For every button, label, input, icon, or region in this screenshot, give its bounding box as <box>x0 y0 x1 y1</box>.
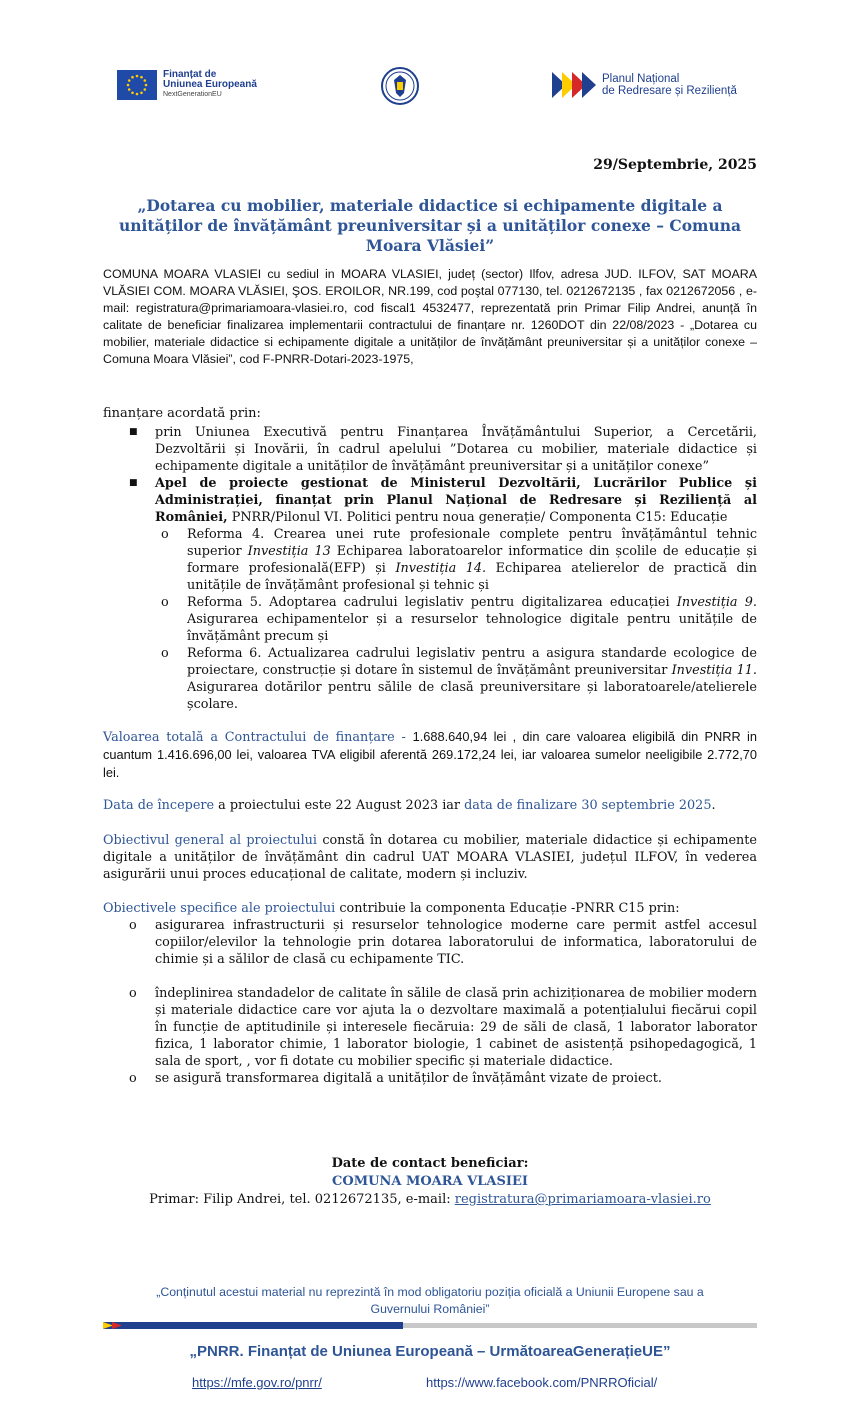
header-logos <box>0 62 860 112</box>
contract-value-paragraph <box>103 728 757 782</box>
government-crest-icon <box>380 66 420 106</box>
contact-line-text: Primar: Filip Andrei, tel. 0212672135, e-mail: <box>149 1192 455 1207</box>
objective-item-1-text: asigurarea infrastructurii și resurselor tehnologice moderne care permit astfel accesul copiilor/elevilor la tehnologie prin dotarea laboratorului de informatica, laboratorului de chimie și a sălilor de clasă cu echipamente TIC. <box>155 918 757 967</box>
reform-6-a: Reforma 6. Actualizarea cadrului legislativ pentru a asigura standarde ecologice de proiectare, construcție și dotare în sistemul de învățământ preuniversitar <box>187 646 757 678</box>
reform-5-investment-9: Investiția 9. <box>676 595 757 610</box>
eu-logo-text <box>163 70 257 100</box>
specific-objectives-paragraph <box>103 900 757 917</box>
pnrr-line-1: Planul Național <box>602 73 680 85</box>
circle-bullet-icon: o <box>129 986 137 1001</box>
circle-bullet-icon: o <box>161 595 169 610</box>
specific-objectives-label: Obiectivele specifice ale proiectului <box>103 901 336 916</box>
dates-mid-text: a proiectului este 22 August 2023 iar <box>214 798 465 813</box>
project-dates-paragraph <box>103 797 757 814</box>
reform-4-a: Reforma 4. Crearea unei rute profesionale complete pentru învățământul tehnic superior <box>187 527 757 559</box>
contract-value-label: Valoarea totală a Contractului de finanțare - <box>103 730 413 745</box>
general-objective-text: constă în dotarea cu mobilier, materiale didactice și echipamente digitale a unităților de învățământ din cadrul UAT MOARA VLASIEI, județul ILFOV, în vederea asigurării unui proces educațional de calitate, modern și incluziv. <box>103 833 757 882</box>
objective-item-3-text: se asigură transformarea digitală a unităților de învățământ vizate de proiect. <box>155 1071 662 1086</box>
reform-6-investment-11: Investiția 11. <box>671 663 758 678</box>
reform-4-item <box>103 526 757 594</box>
reform-5-b: Asigurarea echipamentelor și a resurselor tehnologice digitale pentru unitățile de învățământ precum și <box>187 612 757 644</box>
objective-item-2-text: îndeplinirea standadelor de calitate în sălile de clasă prin achiziționarea de mobilier modern și materiale didactice care vor ajuta la o dezvoltare maximală a potențialului fiecărui copil în funcție de aptitudinile și interesele fiecăruia: 29 de săli de clasă, 1 laborator laborator fizica, 1 laborator chimie, 1 laborator biologie, 1 cabinet de asistență psihopedagogică, 1 sala de sport, , vor fi dotate cu mobilier specific și materiale didactice. <box>155 986 757 1069</box>
contact-block <box>0 1155 860 1209</box>
circle-bullet-icon: o <box>161 646 169 661</box>
circle-bullet-icon: o <box>129 918 137 933</box>
objective-item-3 <box>103 1070 757 1087</box>
funding-bullet-1-text: prin Uniunea Executivă pentru Finanțarea Învățământului Superior, a Cercetării, Dezvoltării și Inovării, în cadrul apelului ”Dotarea cu mobilier, materiale didactice și echipamente digitale a unităților de învățământ preuniversitar și a unităților conexe” <box>155 425 757 474</box>
eu-flag-icon <box>117 70 157 100</box>
footer-link-mfe[interactable]: https://mfe.gov.ro/pnrr/ <box>192 1375 322 1390</box>
contact-heading: Date de contact beneficiar: <box>331 1156 529 1171</box>
reform-4-investment-14: Investiția 14. <box>395 561 487 576</box>
pnrr-logo <box>552 72 737 98</box>
footer-divider-bar <box>103 1321 757 1329</box>
funding-bullet-1 <box>103 424 757 475</box>
funding-bullet-2-bold: Apel de proiecte gestionat de Ministerul Dezvoltării, Lucrărilor Publice și Administrației, finanțat prin Planul Național de Redresare și Reziliență al României, <box>155 476 757 525</box>
circle-bullet-icon: o <box>129 1071 137 1086</box>
funding-list <box>103 424 757 713</box>
footer-title: „PNRR. Finanțat de Uniunea Europeană – UrmătoareaGenerațieUE” <box>189 1343 671 1360</box>
reform-5-a: Reforma 5. Adoptarea cadrului legislativ pentru digitalizarea educației <box>187 595 677 610</box>
funding-bullet-2 <box>103 475 757 526</box>
square-bullet-icon: ■ <box>129 478 138 488</box>
eu-line-3: NextGenerationEU <box>163 91 222 98</box>
intro-paragraph: COMUNA MOARA VLASIEI cu sediul in MOARA VLASIEI, județ (sector) Ilfov, adresa JUD. ILFOV, SAT MOARA VLĂSIEI COM. MOARA VLĂSIEI, ŞOS. EROILOR, NR.199, cod poştal 077130, tel. 0212672135 , fax 0212672056 , e-mail: registratura@primariamoara-vlasiei.ro, cod fiscal1 4532477, reprezentată prin Primar Filip Andrei, anunță în calitate de beneficiar finalizarea implementarii contractului de finanțare nr. 1260DOT din 22/08/2023 - „Dotarea cu mobilier, materiale didactice si echipamente digitale a unităților de învățământ preuniversitar și a unităților conexe – Comuna Moara Vlăsiei”, cod F-PNRR-Dotari-2023-1975, <box>103 267 757 366</box>
eu-line-1: Finanțat de <box>163 69 217 80</box>
contact-line <box>0 1191 860 1209</box>
reform-6-b: Asigurarea dotărilor pentru sălile de clasă preuniversitare și laboratoarele/atelierele școlare. <box>187 680 757 712</box>
objective-item-2 <box>103 985 757 1070</box>
contract-value-text: 1.688.640,94 lei , din care valoarea eligibilă din PNRR in cuantum 1.416.696,00 lei, valoarea TVA eligibil aferentă 269.172,24 lei, iar valoarea sumelor neeligibile 2.772,70 lei. <box>103 729 757 780</box>
general-objective-label: Obiectivul general al proiectului <box>103 833 318 848</box>
start-date-label: Data de începere <box>103 798 215 813</box>
objective-item-1 <box>103 917 757 968</box>
square-bullet-icon: ■ <box>129 427 138 437</box>
funding-label: finanțare acordată prin: <box>103 406 261 421</box>
eu-logo <box>117 70 257 100</box>
circle-bullet-icon: o <box>161 527 169 542</box>
reform-4-b: Echiparea laboratoarelor informatice din școlile de educație și formare profesională(EFP) și <box>187 544 757 576</box>
funding-bullet-2-rest: PNRR/Pilonul VI. Politici pentru noua generație/ Componenta C15: Educație <box>231 510 728 525</box>
eu-line-2: Uniunea Europeană <box>163 79 257 90</box>
pnrr-arrow-icon <box>552 72 596 98</box>
reform-4-investment-13: Investiția 13 <box>247 544 331 559</box>
footer-link-facebook[interactable]: https://www.facebook.com/PNRROficial/ <box>426 1375 658 1390</box>
pnrr-logo-text <box>602 73 737 97</box>
contact-organization: COMUNA MOARA VLASIEI <box>332 1174 528 1189</box>
specific-objectives-list <box>103 917 757 1087</box>
reform-5-item <box>103 594 757 645</box>
document-date: 29/Septembrie, 2025 <box>593 157 757 173</box>
reform-4-c: Echiparea atelierelor de practică din unitățile de învățământ profesional și tehnic și <box>187 561 757 593</box>
general-objective-paragraph <box>103 832 757 883</box>
footer-disclaimer: „Conținutul acestui material nu reprezintă în mod obligatoriu poziția oficială a Uniunii Europene sau a Guvernului României” <box>156 1285 704 1316</box>
end-date-label: data de finalizare 30 septembrie 2025 <box>464 798 712 813</box>
specific-objectives-text: contribuie la componenta Educație -PNRR C15 prin: <box>335 901 680 916</box>
contact-email-link[interactable]: registratura@primariamoara-vlasiei.ro <box>454 1192 711 1207</box>
pnrr-line-2: de Redresare și Reziliență <box>602 85 737 97</box>
document-title: „Dotarea cu mobilier, materiale didactice si echipamente digitale a unităților de învățământ preuniversitar și a unităților conexe – Comuna Moara Vlăsiei” <box>118 196 742 255</box>
dates-dot: . <box>711 798 716 813</box>
reform-6-item <box>103 645 757 713</box>
